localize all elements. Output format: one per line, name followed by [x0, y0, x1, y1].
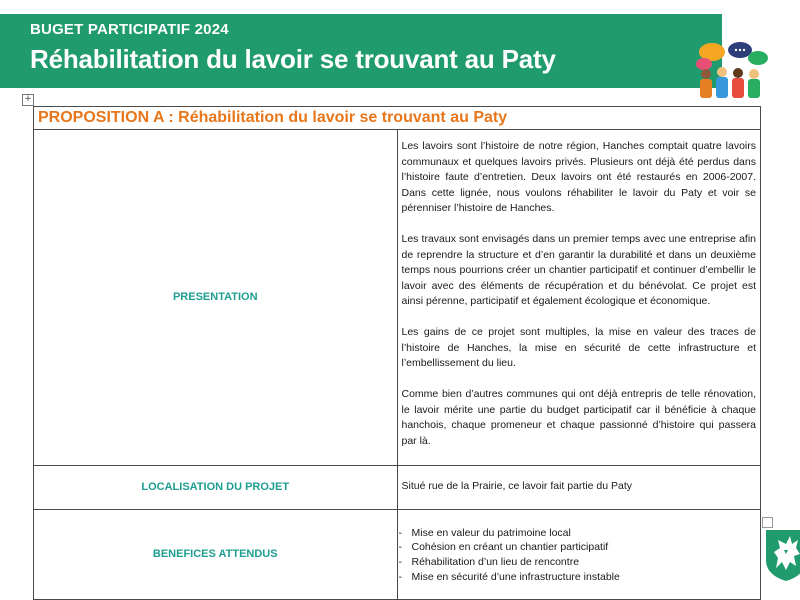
move-handle-icon[interactable]: +	[22, 94, 34, 106]
benefices-content	[397, 509, 761, 599]
banner-title: Réhabilitation du lavoir se trouvant au Paty	[30, 44, 556, 75]
localisation-label: LOCALISATION DU PROJET	[34, 465, 398, 509]
list-item: - Réhabilitation d’un lieu de rencontre	[412, 555, 620, 570]
people-discussion-illustration	[690, 40, 770, 98]
resize-handle-icon[interactable]	[762, 517, 773, 528]
banner-subtitle: BUGET PARTICIPATIF 2024	[30, 21, 229, 38]
header-banner	[0, 14, 722, 88]
benefices-label: BENEFICES ATTENDUS	[34, 509, 398, 599]
presentation-paragraph: Comme bien d’autres communes qui ont déjà entrepris de telle rénovation, le lavoir mérite une partie du budget participatif car il bénéficie à chaque hanchois, chaque promeneur et chaque passionné d’histoire qui passera par là.	[402, 387, 757, 449]
mairie-logo	[764, 528, 800, 584]
localisation-text: Situé rue de la Prairie, ce lavoir fait partie du Paty	[397, 465, 761, 509]
presentation-paragraph: Les lavoirs sont l’histoire de notre région, Hanches comptait quatre lavoirs communaux et quelques lavoirs privés. Plusieurs ont déjà été perdus dans l’histoire faute d’entretien. Deux lavoirs ont été restaurés en 2006-2007. Dans cette lignée, nous voulons réhabiliter le lavoir du Paty et voir se pérenniser l’histoire de Hanches.	[402, 139, 757, 217]
benefices-list	[398, 526, 620, 585]
presentation-paragraph: Les gains de ce projet sont multiples, la mise en valeur des traces de l’histoire de Hanches, la mise en sécurité de cette infrastructure et l’embellissement du lieu.	[402, 325, 757, 372]
presentation-paragraph: Les travaux sont envisagés dans un premier temps avec une entreprise afin de reprendre la structure et d’en garantir la durabilité et dans un deuxième temps nous pourrions créer un chantier participatif et continuer d’embellir le lavoir avec des éléments de récupération et du bénévolat. Ce projet est ainsi pérenne, participatif et également écologique et économique.	[402, 232, 757, 310]
presentation-label: PRESENTATION	[34, 130, 398, 466]
list-item: - Mise en sécurité d’une infrastructure instable	[412, 570, 620, 585]
list-item: - Mise en valeur du patrimoine local	[412, 526, 620, 541]
proposal-heading: PROPOSITION A : Réhabilitation du lavoir se trouvant au Paty	[34, 107, 761, 130]
proposal-table	[33, 106, 761, 600]
presentation-content	[397, 130, 761, 466]
griffin-shield-icon	[764, 528, 800, 582]
list-item: - Cohésion en créant un chantier participatif	[412, 540, 620, 555]
